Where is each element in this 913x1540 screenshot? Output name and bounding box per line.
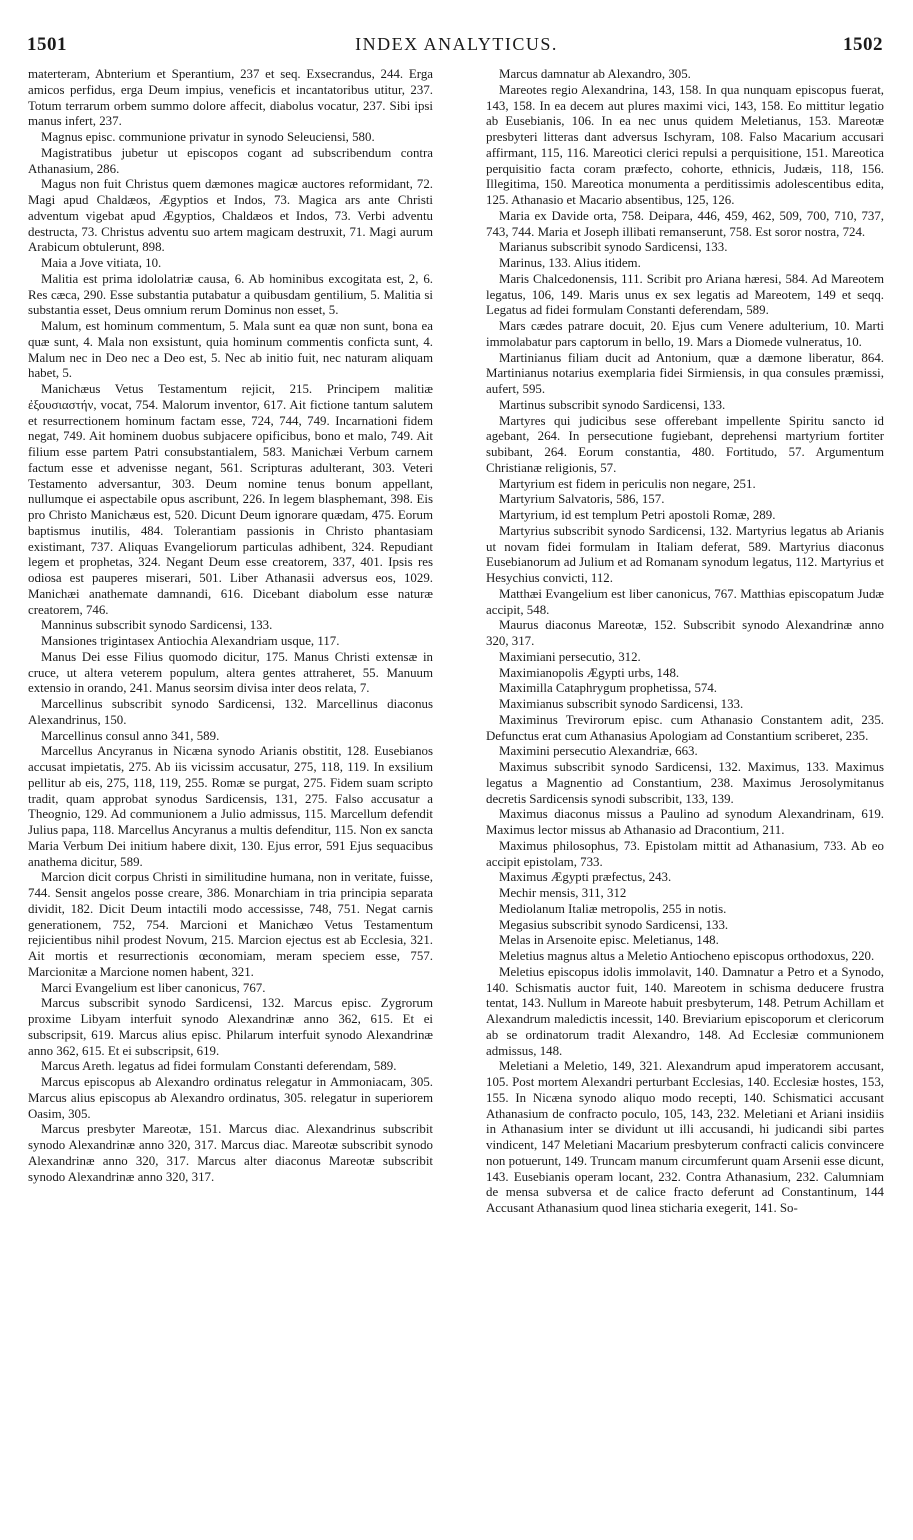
left-column [28,67,433,1185]
index-entry: Meletiani a Meletio, 149, 321. Alexandrum apud imperatorem accusant, 105. Post mortem Alexandri perturbant Ecclesias, 140. Ecclesiæ hostes, 153, 155. In Nicæna synodo aliquo modo recepti, 140. Schismatici accusant Athanasium de confracto poculo, 105, 143, 232. Meletiani et Ariani insidiis in Athanasium inter se dividunt ut illi accusandi, hi judicandi sibi partes vindicent, 147 Meletiani Macarium presbyterum confracti calicis convincere non potuerunt, 149. Truncam manum circumferunt quam Arsenii esse dicunt, 143. Eusebianis operam locant, 232. Contra Athanasium, 232. Calumniam de mensa subversa et de calice fracto deferunt ad Constantinum, 144 Accusant Athanasium quod linea sticharia exegerit, 141. So- [486,1059,884,1215]
index-entry: Magistratibus jubetur ut episcopos cogant ad subscribendum contra Athanasium, 286. [28,145,433,176]
index-entry: Martyres qui judicibus sese offerebant impellente Spiritu sancto id agebant, 264. In persecutione fugiebant, deprehensi martyrium fortiter subibant, 264. Eorum constantia, 480. Fortitudo, 57. Argumentum Christianæ religionis, 57. [486,413,884,475]
page-number-right: 1502 [843,34,883,55]
index-entry: Manus Dei esse Filius quomodo dicitur, 175. Manus Christi extensæ in cruce, ut altera veterem populum, altera gentes attraheret, 55. Manuum extensio in orando, 241. Manus seorsim divisa inter deos relata, 7. [28,649,433,696]
index-entry: Malum, est hominum commentum, 5. Mala sunt ea quæ non sunt, bona ea quæ sunt, 4. Mala non exsistunt, quia hominum commentis conficta sunt, 4. Malum nec in Deo nec a Deo est, 5. Nec ab initio fuit, nec naturam aliquam habet, 5. [28,319,433,381]
index-entry: Marcus Areth. legatus ad fidei formulam Constanti deferendam, 589. [41,1059,397,1074]
index-entry: Maximilla Cataphrygum prophetissa, 574. [499,681,718,696]
right-column [486,67,884,1217]
page-header [0,0,913,55]
index-entry: Maximianus subscribit synodo Sardicensi, 133. [499,697,744,711]
index-entry: Martyrium, id est templum Petri apostoli Romæ, 289. [499,508,776,522]
index-entry: Marcellus Ancyranus in Nicæna synodo Arianis obstitit, 128. Eusebianos accusat impietatis, 275. Ab iis vicissim accusatur, 275, 118, 119. In exsilium pellitur ab eis, 275, 118, 119, 255. Romæ se purgat, 275. Fidem suam scripto tradit, quam approbat synodus Sardicensis, 131, 275. Falso accusatur a Theognio, 129. Ad communionem a Julio admissus, 115. Marcellum defendit Julius papa, 118. Marcellus Ancyranus a multis defenditur, 115. Non ex sancta Maria Verbum Dei initium habere dixit, 130. Ejus error, 591 Ejus sequacibus anathema dicitur, 589. [28,744,433,869]
index-entry: Maria ex Davide orta, 758. Deipara, 446, 459, 462, 509, 700, 710, 737, 743, 744. Maria et Joseph illibati remanserunt, 758. Est soror nostra, 724. [486,208,884,239]
index-entry: Marcus presbyter Mareotæ, 151. Marcus diac. Alexandrinus subscribit synodo Alexandrinæ anno 320, 317. Marcus diac. Mareotæ subscribit synodo Alexandrinæ anno 320, 317. Marcus alter diaconus Mareotæ subscribit synodo Alexandrinæ anno 320, 317. [28,1122,433,1184]
index-entry: Melas in Arsenoite episc. Meletianus, 148. [499,933,719,948]
index-entry: Manichæus Vetus Testamentum rejicit, 215. Principem malitiæ ἐξουσιαστήν, vocat, 754. Malorum inventor, 617. Ait fictione tantum salutem et resurrectionem hominum factam esse, 724, 744, 749. Incarnationi fidem negat, 749. Ait hominem duobus subjacere opificibus, bono et malo, 749. Ait filium esse partem Patri consubstantialem, 583. Manichæi Verbum carnem factum esse et advenisse negant, 561. Scripturas adulterant, 303. Veteri Testamento adversantur, 303. Deum nomine tenus bonum appellant, nullumque ei aspectabile opus ascribunt, 226. In legem blasphemant, 398. Eis pro Christo Manichæus est, 520. Dicunt Deum ignorare quædam, 475. Eorum baptismus inutilis, 484. Tolerantiam passionis in Christo phantasiam existimant, 737. Aliquas Evangeliorum particulas adhibent, 324. Repudiant legem et prophetas, 324. Negant Deum esse creatorem, 337, 401. Ipsis res odiosa est pauperes miserari, 501. Liber Athanasii adversus eos, 1029. Manichæi anathemate damnandi, 616. Dicebant diabolum esse naturæ creatorem, 746. [28,382,433,617]
index-entry: Marci Evangelium est liber canonicus, 767. [41,980,266,995]
index-entry: Marcus subscribit synodo Sardicensi, 132. Marcus episc. Zygrorum proxime Libyam interfuit synodo Alexandrinæ anno 362, 615. Et ei subscripsit, 619. Marcus alius episc. Philarum interfuit synodo Alexandrinæ anno 362, 615. Et ei subscripsit, 619. [28,996,433,1058]
index-entry: Marcus damnatur ab Alexandro, 305. [499,67,691,81]
index-entry: Martinus subscribit synodo Sardicensi, 133. [499,397,726,412]
index-entry: Magus non fuit Christus quem dæmones magicæ auctores reformidant, 72. Magi apud Chaldæos, Ægyptios et Indos, 73. Magica ars ante Christi adventum vigebat apud Ægyptios, Chaldæos et Indos, 73. Verbi adventu destructa, 73. Christus adventu suo artem magicam destruxit, 71. Magi aurum Arabicum obtulerunt, 898. [28,177,433,255]
index-entry: Mareotes regio Alexandrina, 143, 158. In qua nunquam episcopus fuerat, 143, 158. In ea decem aut plures maximi vici, 143, 158. Eo mittitur legatio ab Eusebianis, 106. In ea nec unus quidem Meletianus, 153. Mareotæ presbyteri litteras dant adversus Ischyram, 108. Falso Macarium accusari affirmant, 115, 116. Mareotici clerici repulsi a perquisitione, 151. Mareotica perquisitio facta coram præfecto, cohorte, ethnicis, Judæis, 118, 156. Illegitima, 150. Mareotica monumenta a perditissimis adolescentibus edita, 125. Athanasio et Macario absentibus, 125, 126. [486,82,884,207]
index-entry: Martyrius subscribit synodo Sardicensi, 132. Martyrius legatus ab Arianis ut novam fidei formulam in Italiam deferat, 589. Martyrius diaconus Eusebianorum ad Julium et ad Romanam synodum legatus, 112. Martyrius et Hesychius convicti, 112. [486,523,884,585]
index-entry: Martinianus filiam ducit ad Antonium, quæ a dæmone liberatur, 864. Martinianus notarius exemplaria fidei Sirmiensis, in qua consules præmissi, aufert, 595. [486,350,884,396]
index-entry: Megasius subscribit synodo Sardicensi, 133. [499,917,729,932]
index-entry: Marinus, 133. Alius itidem. [499,256,641,270]
index-entry: Maximiani persecutio, 312. [499,649,641,664]
index-entry: materteram, Abnterium et Sperantium, 237 et seq. Exsecrandus, 244. Erga amicos perfidus, erga Deum impius, veneficis et incantatoribus utitur, 237. Totum terrarum orbem summo dolore affecit, diabolus vocatur, 237. Sibi ipsi manus infert, 237. [28,67,433,129]
index-entry: Maximianopolis Ægypti urbs, 148. [499,665,680,680]
index-entry: Maia a Jove vitiata, 10. [41,256,162,270]
running-title: INDEX ANALYTICUS. [355,34,558,54]
page-number-left: 1501 [27,34,67,55]
index-entry: Martyrium Salvatoris, 586, 157. [499,492,665,507]
index-entry: Mechir mensis, 311, 312 [499,886,627,900]
index-entry: Martyrium est fidem in periculis non negare, 251. [499,476,756,491]
index-entry: Marcellinus consul anno 341, 589. [41,728,220,743]
index-entry: Meletius episcopus idolis immolavit, 140. Damnatur a Petro et a Synodo, 140. Schismatis auctor fuit, 140. Mareotem in schisma deducere frustra tentat, 143. Nullum in Mareote habuit presbyterum, 148. Petrum Achillam et Alexandrum maledictis incessit, 140. Breviarium episcoporum et clericorum ab se ordinatorum tradit Alexandro, 148. Ad Ecclesiæ communionem admissus, 148. [486,964,884,1058]
index-entry: Marianus subscribit synodo Sardicensi, 133. [499,240,728,255]
index-entry: Maximus diaconus missus a Paulino ad synodum Alexandrinam, 619. Maximus lector missus ab Athanasio ad Dracontium, 211. [486,807,884,837]
index-entry: Maris Chalcedonensis, 111. Scribit pro Ariana hæresi, 584. Ad Mareotem legatus, 106, 149. Maris unus ex sex legatis ad Mareotem, 149 et seqq. Legatus ad fidei formulam Constanti deferendam, 589. [486,271,884,318]
index-entry: Mansiones trigintasex Antiochia Alexandriam usque, 117. [41,634,340,648]
index-entry: Marcus episcopus ab Alexandro ordinatus relegatur in Ammoniacam, 305. Marcus alius episcopus ab Alexandro ordinatus, 305. relegatur in superiorem Oasim, 305. [28,1075,433,1121]
index-entry: Magnus episc. communione privatur in synodo Seleuciensi, 580. [41,130,375,144]
index-entry: Marcion dicit corpus Christi in similitudine humana, non in veritate, fuisse, 744. Sensit angelos posse creare, 386. Monarchiam in tria principia separata dividit, 182. Dicit Deum intactili modo accessisse, 748, 751. Negat carnis generationem, 752, 754. Marcioni et Manichæo Vetus Testamentum rejicientibus nihil prodest Novum, 215. Marcion ejectus est ab Ecclesia, 321. Ait mortis et resurrectionis œconomiam, meram speciem esse, 757. Marcionitæ a Marcione nomen habent, 321. [28,870,433,979]
index-entry: Maximus philosophus, 73. Epistolam mittit ad Athanasium, 733. Ab eo accipit epistolam, 733. [486,838,884,869]
index-entry: Maurus diaconus Mareotæ, 152. Subscribit synodo Alexandrinæ anno 320, 317. [486,618,884,648]
index-entry: Mediolanum Italiæ metropolis, 255 in notis. [499,901,727,916]
index-entry: Meletius magnus altus a Meletio Antiocheno episcopus orthodoxus, 220. [499,949,875,963]
index-entry: Maximini persecutio Alexandriæ, 663. [499,744,698,759]
index-entry: Marcellinus subscribit synodo Sardicensi, 132. Marcellinus diaconus Alexandrinus, 150. [28,697,433,727]
index-entry: Matthæi Evangelium est liber canonicus, 767. Matthias episcopatum Judæ accipit, 548. [486,586,884,617]
index-entry: Mars cædes patrare docuit, 20. Ejus cum Venere adulterium, 10. Marti immolabatur pars captorum in bello, 19. Mars a Diomede vulneratus, 10. [486,319,884,349]
index-entry: Maximinus Trevirorum episc. cum Athanasio Constantem adit, 235. Defunctus erat cum Athanasius Apologiam ad Constantium scriberet, 235. [486,712,884,743]
index-entry: Manninus subscribit synodo Sardicensi, 133. [41,618,273,633]
index-entry: Maximus subscribit synodo Sardicensi, 132. Maximus, 133. Maximus legatus a Magnentio ad Constantium, 238. Maximus Jerosolymitanus decretis Sardicensis synodi subscribit, 133, 139. [486,760,884,806]
index-entry: Malitia est prima idololatriæ causa, 6. Ab hominibus excogitata est, 2, 6. Res cæca, 290. Esse substantia putabatur a quibusdam gentilium, 5. Malitia si substantia esset, Deus omnium rerum Dominus non esset, 5. [28,271,433,318]
index-entry: Maximus Ægypti præfectus, 243. [499,870,672,885]
